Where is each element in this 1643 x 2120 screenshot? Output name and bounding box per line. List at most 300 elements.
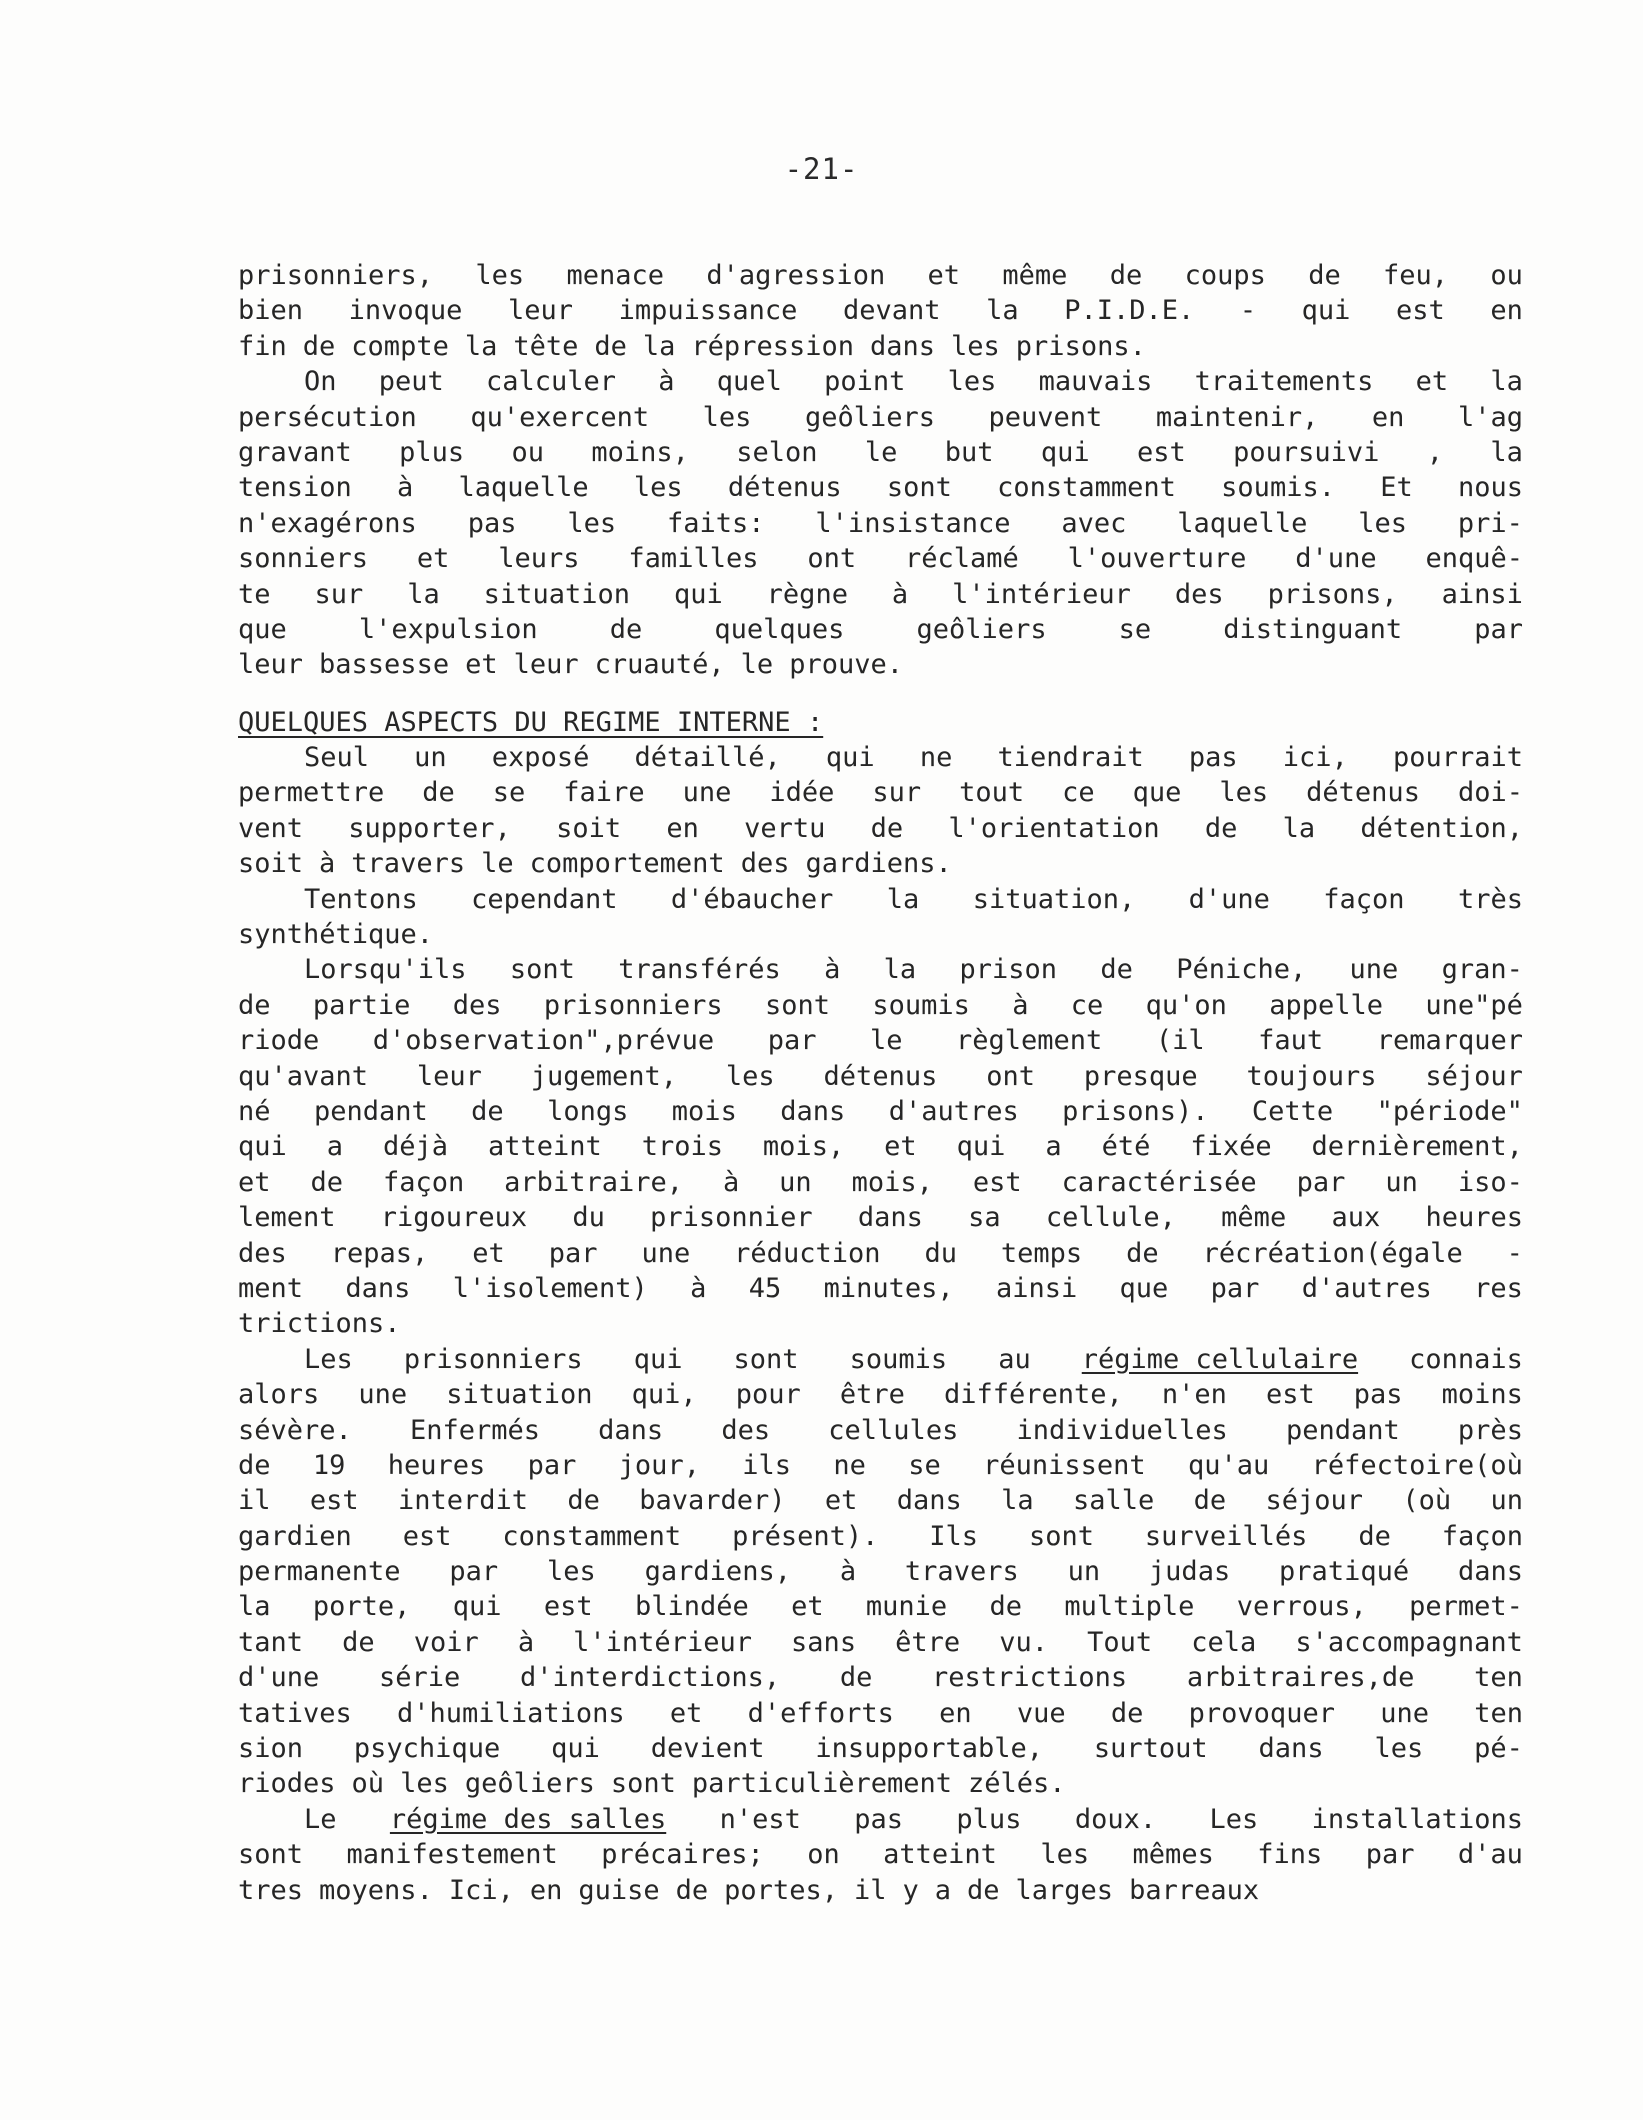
- word: qu'on: [1145, 989, 1227, 1021]
- word: d'une: [238, 1662, 320, 1694]
- text-line: [238, 1873, 1523, 1908]
- text-line: [238, 1802, 1523, 1837]
- text-line: [238, 1236, 1523, 1271]
- text-line: [238, 258, 1523, 293]
- word: remarquer: [1376, 1025, 1523, 1057]
- word: de: [567, 1485, 600, 1517]
- word: transférés: [618, 954, 781, 986]
- word: d'autres: [1301, 1272, 1432, 1304]
- word: les: [947, 366, 997, 398]
- word: sont: [886, 472, 952, 504]
- word: d'humiliations: [397, 1697, 625, 1729]
- word: la: [883, 954, 917, 986]
- word: pendant: [1285, 1414, 1400, 1446]
- word: trois: [641, 1131, 723, 1163]
- word: par: [548, 1237, 598, 1269]
- word: Le: [304, 1803, 337, 1835]
- word: l'ag: [1457, 401, 1523, 433]
- word: se: [908, 1449, 941, 1481]
- word: dans: [857, 1202, 923, 1234]
- word: insupportable,: [815, 1733, 1043, 1765]
- word: détenus: [823, 1060, 938, 1092]
- word: différente,: [943, 1379, 1123, 1411]
- word: de: [594, 330, 627, 362]
- word: un: [1067, 1556, 1101, 1588]
- text-line: [238, 364, 1523, 399]
- word: tatives: [238, 1697, 352, 1729]
- word: au: [998, 1343, 1031, 1375]
- word: sont: [733, 1343, 799, 1375]
- word: de: [967, 1874, 1000, 1906]
- word: que: [1119, 1272, 1169, 1304]
- word: l'ouverture: [1067, 543, 1247, 575]
- word: devant: [842, 295, 941, 327]
- word: moyens.: [319, 1874, 433, 1906]
- word: récréation(égale: [1202, 1237, 1463, 1269]
- word: bien: [238, 295, 304, 327]
- word: arbitraires,de: [1186, 1662, 1415, 1694]
- word: synthétique.: [238, 919, 434, 951]
- word: été: [1101, 1131, 1151, 1163]
- word: blindée: [634, 1591, 749, 1623]
- word: ment: [238, 1272, 304, 1304]
- page-number: -21-: [784, 152, 859, 186]
- word: impuissance: [618, 295, 798, 327]
- word: atteint: [487, 1131, 602, 1163]
- word: sont: [610, 1768, 676, 1800]
- word: travers: [904, 1556, 1019, 1588]
- word: la: [464, 330, 498, 362]
- word: de: [342, 1626, 375, 1658]
- word: que: [238, 613, 287, 645]
- word: lement: [238, 1202, 336, 1234]
- word: de: [471, 1095, 504, 1127]
- word: qu'au: [1187, 1449, 1270, 1481]
- word: on: [807, 1839, 840, 1871]
- word: de: [422, 777, 455, 809]
- word: arbitraire,: [504, 1166, 683, 1198]
- word: Ils: [929, 1520, 979, 1552]
- word: cela: [1191, 1626, 1257, 1658]
- word: permettre: [238, 777, 385, 809]
- word: un: [414, 742, 447, 774]
- word: à: [517, 1626, 535, 1658]
- word: rigoureux: [380, 1202, 528, 1234]
- word: quelques: [714, 613, 845, 645]
- word: de: [1100, 954, 1133, 986]
- word: psychique: [353, 1733, 501, 1765]
- word: d'interdictions,: [520, 1662, 781, 1694]
- word: soit: [556, 812, 622, 844]
- word: tiendrait: [997, 742, 1144, 774]
- word: laquelle: [458, 472, 589, 504]
- text-line: [238, 1342, 1523, 1377]
- word: est: [402, 1520, 452, 1552]
- word: d'observation",prévue: [372, 1025, 715, 1057]
- word: vue: [1016, 1697, 1066, 1729]
- text-line: [238, 1059, 1523, 1094]
- text-line: [238, 1660, 1523, 1695]
- word: a: [1045, 1131, 1062, 1163]
- word: Les: [304, 1343, 353, 1375]
- word: vertu: [744, 812, 826, 844]
- word: plus: [399, 436, 465, 468]
- word: soumis: [872, 989, 970, 1021]
- word: prisonnier: [650, 1202, 813, 1234]
- word: tant: [238, 1626, 304, 1658]
- word: faire: [563, 777, 645, 809]
- word: règlement: [956, 1025, 1103, 1057]
- word: dans: [869, 330, 936, 362]
- text-line: [238, 952, 1523, 987]
- word: détaillé,: [634, 742, 781, 774]
- word: cellule,: [1045, 1202, 1176, 1234]
- word: d'autres: [888, 1095, 1019, 1127]
- word: une: [641, 1237, 691, 1269]
- word: la: [407, 578, 440, 610]
- word: la: [642, 330, 676, 362]
- word: précaires;: [601, 1839, 764, 1871]
- word: l'intérieur: [573, 1626, 752, 1658]
- word: d'agression: [706, 260, 886, 291]
- word: comportement: [529, 848, 725, 880]
- word: "période": [1376, 1095, 1523, 1127]
- word: faut: [1258, 1025, 1324, 1057]
- word: mauvais: [1038, 366, 1153, 398]
- word: permanente: [238, 1556, 401, 1588]
- word: un: [1490, 1485, 1523, 1517]
- word: iso-: [1457, 1166, 1523, 1198]
- word: à: [824, 954, 841, 986]
- word: tension: [238, 472, 352, 504]
- word: (il: [1155, 1025, 1205, 1057]
- word: doi-: [1457, 777, 1523, 809]
- word: ten: [1474, 1697, 1523, 1729]
- word: a: [326, 1131, 343, 1163]
- word: larges: [1015, 1874, 1114, 1906]
- word: et: [416, 543, 450, 575]
- word: dans: [345, 1272, 411, 1304]
- word: qui: [452, 1591, 502, 1623]
- word: interdit: [397, 1485, 529, 1517]
- word: de: [1110, 1697, 1144, 1729]
- word: Tout: [1087, 1626, 1153, 1658]
- word: trictions.: [238, 1308, 401, 1340]
- word: leur: [513, 649, 579, 681]
- word: en: [666, 812, 699, 844]
- word: par: [1296, 1166, 1346, 1198]
- word: à: [839, 1556, 857, 1588]
- word: de: [302, 330, 336, 362]
- word: (où: [1402, 1485, 1452, 1517]
- word: leur: [507, 295, 574, 327]
- word: le: [869, 1025, 903, 1057]
- word: de: [1308, 260, 1341, 291]
- word: persécution: [238, 401, 417, 433]
- word: la: [1282, 812, 1316, 844]
- word: supporter,: [348, 812, 511, 844]
- word: plus: [956, 1803, 1022, 1835]
- text-line: [238, 1200, 1523, 1235]
- word: une"pé: [1425, 989, 1523, 1021]
- word: de: [989, 1591, 1023, 1623]
- word: -: [1239, 295, 1257, 327]
- word: salle: [1072, 1485, 1155, 1517]
- word: geôliers: [916, 613, 1047, 645]
- word: même: [1221, 1202, 1287, 1234]
- word: appelle: [1269, 989, 1384, 1021]
- word: à: [319, 848, 336, 880]
- text-line: [238, 577, 1523, 612]
- word: d'une: [1188, 883, 1270, 915]
- word: dernièrement,: [1311, 1131, 1523, 1163]
- word: soumis: [849, 1343, 948, 1375]
- word: invoque: [348, 295, 463, 327]
- word: munie: [865, 1591, 948, 1623]
- word: prisons.: [1015, 330, 1146, 362]
- word: tout: [959, 777, 1025, 809]
- text-line: [238, 435, 1523, 470]
- word: y: [902, 1874, 919, 1906]
- word: fin: [238, 330, 287, 362]
- word: cellules: [828, 1414, 959, 1446]
- word: les: [547, 1556, 596, 1588]
- word: devient: [650, 1733, 765, 1765]
- word: ont: [807, 543, 857, 575]
- word: fins: [1257, 1839, 1323, 1871]
- word: alors: [238, 1379, 320, 1411]
- word: Et: [1380, 472, 1413, 504]
- word: pri-: [1457, 507, 1523, 539]
- word: les: [475, 260, 525, 291]
- text-line: [238, 1306, 1523, 1341]
- word: sont: [764, 989, 830, 1021]
- word: verrous,: [1236, 1591, 1367, 1623]
- word: pourrait: [1392, 742, 1523, 774]
- text-line: [238, 1094, 1523, 1129]
- word: porte,: [312, 1591, 411, 1623]
- word: ne: [919, 742, 953, 774]
- word: ou: [1490, 260, 1523, 291]
- word: un: [1385, 1166, 1418, 1198]
- word: est: [543, 1591, 593, 1623]
- word: par: [1210, 1272, 1260, 1304]
- word: les: [1219, 777, 1269, 809]
- text-line: [238, 1448, 1523, 1483]
- word: temps: [1000, 1237, 1083, 1269]
- word: pas: [854, 1803, 904, 1835]
- word: les: [951, 330, 1000, 362]
- word: menace: [566, 260, 665, 291]
- word: leur: [238, 649, 304, 681]
- word: par: [1474, 613, 1523, 645]
- word: ce: [1062, 777, 1095, 809]
- word: déjà: [382, 1131, 448, 1163]
- word: de: [238, 1449, 271, 1481]
- word: calculer: [486, 366, 617, 398]
- word: près: [1457, 1414, 1523, 1446]
- word: qui: [956, 1131, 1006, 1163]
- text-line: [238, 1837, 1523, 1872]
- word: portes,: [724, 1874, 838, 1906]
- word: et: [669, 1697, 703, 1729]
- word: et: [884, 1131, 917, 1163]
- word: par: [527, 1449, 577, 1481]
- word: de: [1204, 812, 1238, 844]
- word: compte: [351, 330, 449, 362]
- word: ne: [833, 1449, 866, 1481]
- text-line: [238, 1377, 1523, 1412]
- word: 45: [748, 1272, 782, 1304]
- word: une: [1380, 1697, 1429, 1729]
- word: où: [351, 1768, 385, 1800]
- text-line: [238, 1165, 1523, 1200]
- word: l'orientation: [948, 812, 1160, 844]
- word: pratiqué: [1279, 1556, 1410, 1588]
- word: prouve.: [789, 649, 903, 681]
- word: situation,: [972, 883, 1136, 915]
- word: même: [1002, 260, 1068, 291]
- word: l'expulsion: [358, 613, 538, 645]
- word: qui: [551, 1733, 600, 1765]
- word: sur: [872, 777, 922, 809]
- word: en: [1371, 401, 1405, 433]
- word: des: [452, 989, 502, 1021]
- word: l'isolement): [452, 1272, 648, 1304]
- word: installations: [1311, 1803, 1523, 1835]
- word: n'exagérons: [238, 507, 417, 539]
- word: qui: [1301, 295, 1351, 327]
- word: n'en: [1161, 1379, 1227, 1411]
- word: dans: [896, 1485, 962, 1517]
- text-line: [238, 1271, 1523, 1306]
- text-line: [238, 541, 1523, 576]
- word: le: [864, 436, 898, 468]
- word: mois: [671, 1095, 737, 1127]
- word: de: [609, 613, 643, 645]
- word: gardiens,: [644, 1556, 791, 1588]
- word: les: [1040, 1839, 1090, 1871]
- word: permet-: [1409, 1591, 1523, 1623]
- word: judas: [1148, 1556, 1231, 1588]
- word: geôliers: [464, 1768, 595, 1800]
- word: sonniers: [238, 543, 369, 575]
- word: prisons,: [1267, 578, 1398, 610]
- word: soumis.: [1221, 472, 1335, 504]
- word: et: [824, 1485, 858, 1517]
- word: peuvent: [988, 401, 1103, 433]
- word: dans: [1258, 1733, 1324, 1765]
- word: sont: [509, 954, 575, 986]
- word: les: [702, 401, 752, 433]
- word: sion: [238, 1733, 304, 1765]
- word: de: [675, 1874, 709, 1906]
- word: dans: [780, 1095, 846, 1127]
- underlined-phrase: régime cellulaire: [1081, 1343, 1359, 1375]
- text-line: [238, 1554, 1523, 1589]
- word: Péniche,: [1176, 954, 1307, 986]
- word: toujours: [1246, 1060, 1377, 1092]
- text-line: [238, 1129, 1523, 1164]
- text-line: [238, 400, 1523, 435]
- word: pour: [735, 1379, 801, 1411]
- text-line: [238, 1589, 1523, 1624]
- word: séjour: [1425, 1060, 1523, 1092]
- word: minutes,: [823, 1272, 954, 1304]
- word: se: [492, 777, 526, 809]
- word: à: [690, 1272, 707, 1304]
- word: qui: [633, 1343, 683, 1375]
- word: cruauté,: [594, 649, 725, 681]
- word: ou: [511, 436, 545, 468]
- word: avec: [1061, 507, 1127, 539]
- word: bassesse: [319, 649, 450, 681]
- word: réfectoire(où: [1311, 1449, 1523, 1481]
- word: des: [1174, 578, 1224, 610]
- word: maintenir,: [1155, 401, 1319, 433]
- word: de: [238, 989, 271, 1021]
- word: On: [304, 366, 337, 398]
- text-line: [238, 612, 1523, 647]
- word: Enfermés: [409, 1414, 540, 1446]
- word: une: [1349, 954, 1399, 986]
- text-line: [238, 1625, 1523, 1660]
- word: te: [238, 578, 271, 610]
- word: une: [358, 1379, 408, 1411]
- word: cependant: [471, 883, 618, 915]
- word: poursuivi: [1233, 436, 1380, 468]
- word: détenus: [727, 472, 842, 504]
- word: de: [310, 1166, 343, 1198]
- word: leur: [416, 1060, 482, 1092]
- word: constamment: [997, 472, 1176, 504]
- word: qu'avant: [238, 1060, 369, 1092]
- word: être: [895, 1626, 961, 1658]
- word: et: [465, 649, 498, 681]
- word: il: [238, 1485, 271, 1517]
- word: travers: [351, 848, 466, 880]
- word: coups: [1184, 260, 1266, 291]
- word: de: [839, 1662, 873, 1694]
- word: d'une: [1295, 543, 1377, 575]
- text-line: [238, 1023, 1523, 1058]
- word: des: [238, 1237, 287, 1269]
- word: ,: [1426, 436, 1444, 468]
- word: vent: [238, 812, 304, 844]
- word: ici,: [1282, 742, 1348, 774]
- word: riode: [238, 1025, 320, 1057]
- word: selon: [736, 436, 818, 468]
- word: Cette: [1251, 1095, 1334, 1127]
- word: prisonniers: [403, 1343, 583, 1375]
- word: ainsi: [1441, 578, 1523, 610]
- word: une: [682, 777, 732, 809]
- word: dans: [1457, 1556, 1523, 1588]
- word: moins,: [591, 436, 689, 468]
- section-heading: QUELQUES ASPECTS DU REGIME INTERNE :: [238, 706, 824, 738]
- word: aux: [1331, 1202, 1381, 1234]
- word: individuelles: [1016, 1414, 1228, 1446]
- word: pas: [1188, 742, 1238, 774]
- word: des: [721, 1414, 771, 1446]
- word: un: [779, 1166, 812, 1198]
- word: geôliers: [804, 401, 935, 433]
- text-line: [238, 775, 1523, 810]
- word: pendant: [313, 1095, 428, 1127]
- text-line: [238, 1731, 1523, 1766]
- word: a: [934, 1874, 952, 1906]
- word: en: [1490, 295, 1523, 327]
